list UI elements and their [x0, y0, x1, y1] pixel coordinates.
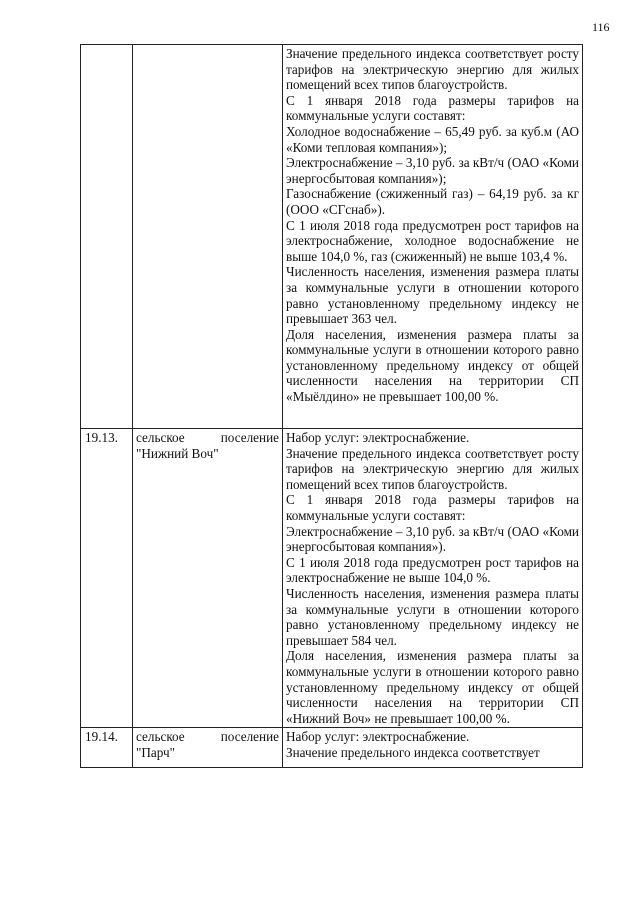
description-paragraph: С 1 января 2018 года размеры тарифов на коммунальные услуги составят: [286, 92, 579, 124]
description-paragraph: Электроснабжение – 3,10 руб. за кВт/ч (ОАО «Коми энергосбытовая компания»). [286, 523, 579, 555]
settlement-type-word: сельское [136, 430, 185, 445]
description-paragraph: Значение предельного индекса соответствует росту тарифов на электрическую энергию для жилых помещений всех типов благоустройств. [286, 46, 579, 93]
settlement-type [136, 430, 279, 446]
settlement-cell [133, 45, 283, 429]
table-row [81, 45, 583, 429]
settlement-type-word: сельское [136, 729, 185, 745]
description-cell [283, 728, 583, 768]
description-paragraph: Электроснабжение – 3,10 руб. за кВт/ч (ОАО «Коми энергосбытовая компания»); [286, 155, 579, 186]
description-paragraph: Численность населения, изменения размера платы за коммунальные услуги в отношении которого равно установленному предельному индексу не превышает 363 чел. [286, 264, 579, 327]
settlement-type-word: поселение [220, 729, 279, 745]
description-cell [283, 429, 583, 728]
description-paragraph: Доля населения, изменения размера платы за коммунальные услуги в отношении которого равно установленному предельному индексу от общей численности населения на территории СП «Нижний Воч» не превышает 100,00 %. [286, 648, 579, 726]
description-paragraph: Газоснабжение (сжиженный газ) – 64,19 руб. за кг (ООО «СГснаб»). [286, 186, 579, 217]
page-number: 116 [592, 20, 610, 34]
description-paragraph: Холодное водоснабжение – 65,49 руб. за куб.м (АО «Коми тепловая компания»); [286, 123, 579, 155]
settlement-type-word: поселение [220, 430, 279, 445]
description-paragraph: Доля населения, изменения размера платы за коммунальные услуги в отношении которого равно установленному предельному индексу от общей численности населения на территории СП «Мыёлдино» не превышает 100,00 %. [286, 326, 579, 405]
description-paragraph: С 1 июля 2018 года предусмотрен рост тарифов на электроснабжение, холодное водоснабжение не выше 104,0 %, газ (сжиженный) не выше 103,4 %. [286, 217, 579, 264]
settlement-name: "Парч" [136, 744, 176, 760]
description-paragraph: Численность населения, изменения размера платы за коммунальные услуги в отношении которого равно установленному предельному индексу не превышает 584 чел. [286, 585, 579, 648]
settlement-cell [133, 728, 283, 768]
row-number-cell: 19.14. [81, 728, 133, 768]
description-cell [283, 45, 583, 429]
description-paragraph: Значение предельного индекса соответствует росту тарифов на электрическую энергию для жилых помещений всех типов благоустройств. [286, 445, 579, 492]
description-paragraph: Набор услуг: электроснабжение. [286, 430, 470, 445]
description-paragraph: С 1 июля 2018 года предусмотрен рост тарифов на электроснабжение не выше 104,0 %. [286, 554, 579, 586]
row-number-cell: 19.13. [81, 429, 133, 728]
description-paragraph: С 1 января 2018 года размеры тарифов на коммунальные услуги составят: [286, 492, 579, 523]
settlement-cell [133, 429, 283, 728]
description-paragraph: Значение предельного индекса соответствует [286, 744, 540, 760]
table-row [81, 728, 583, 768]
description-paragraph: Набор услуг: электроснабжение. [286, 729, 470, 745]
settlement-type [136, 729, 279, 745]
tariff-table [80, 44, 583, 768]
settlement-name: "Нижний Воч" [136, 445, 219, 461]
table-row [81, 429, 583, 728]
row-number-cell [81, 45, 133, 429]
